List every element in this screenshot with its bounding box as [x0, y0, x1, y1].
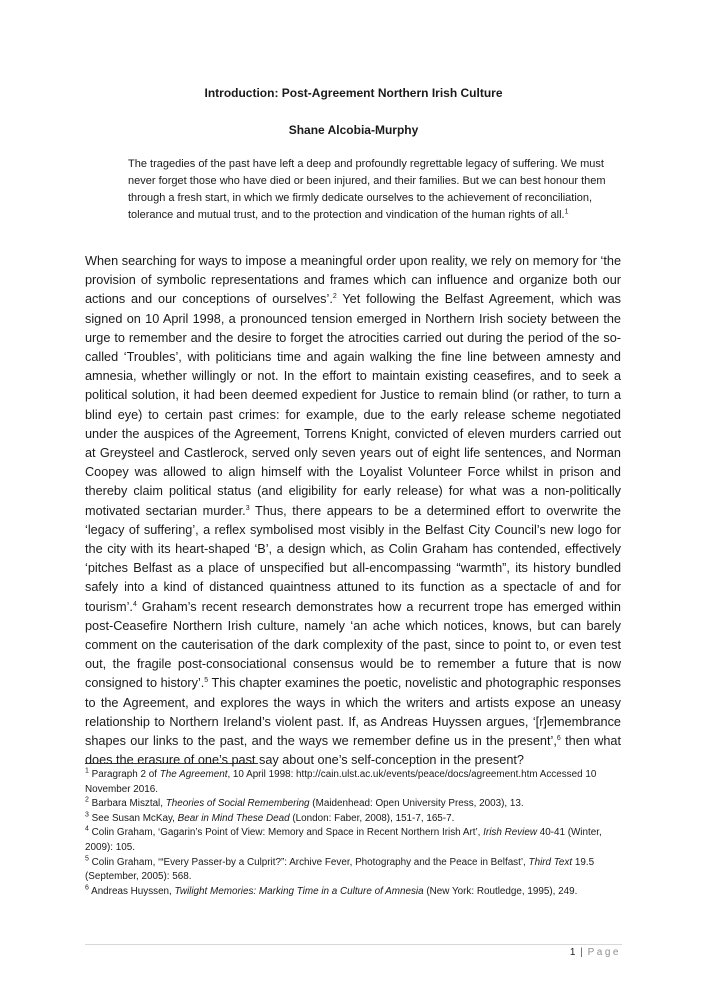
footnote-ref: 3: [245, 504, 250, 512]
body-text: [85, 252, 621, 770]
footnote-number: 5: [85, 855, 89, 863]
footnote-number: 6: [85, 884, 89, 892]
footnote-ref: 1: [564, 208, 569, 216]
body-sentence: This chapter examines the poetic, novelistic and photographic responses to the Agreement, and explores the ways in which the writers and artists expose an uneasy relationship to Northern Ireland’s violent past. If, as Andreas Huyssen argues, ‘[r]emembrance shapes our links to the past, and the ways we remember define us in the present’,: [85, 676, 622, 749]
footnote: [85, 826, 630, 855]
author-name: Shane Alcobia-Murphy: [288, 123, 419, 137]
footnote-text: See Susan McKay,: [88, 812, 178, 824]
footnote: [85, 797, 630, 812]
footnote-title: Bear in Mind These Dead: [177, 812, 290, 824]
footnote-ref: 4: [132, 600, 137, 608]
footnote-title: The Agreement: [159, 769, 228, 780]
footnote: [85, 856, 630, 885]
body-sentence: Graham’s recent research demonstrates how a recurrent trope has emerged within post-Ceasefire Northern Irish culture, namely ‘an ache which notices, knows, but can barely comment on the cauterisation of the dark complexity of the past, since to point to, or even test out, the fragile post-consociational consensus would be to remember a future that is now consigned to history’.: [85, 599, 621, 691]
footnote-text: Colin Graham, ‘“Every Passer-by a Culprit?”: Archive Fever, Photography and the Peace in Belfast’,: [88, 856, 529, 868]
footnote-text: 40-41 (Winter, 2009): 105.: [85, 827, 602, 853]
body-sentence: Yet following the Belfast Agreement, which was signed on 10 April 1998, a pronounced tension emerged in Northern Irish society between the urge to remember and the desire to forget the atrocities carried out during the period of the so-called ‘Troubles’, with politicians time and again walking the fine line between amnesty and amnesia, whether willingly or not. In the effort to maintain existing ceasefires, and to seek a political solution, it had been deemed expedient for Justice to remain blind (or rather, to turn a blind eye) to certain past crimes: for example, due to the early release scheme negotiated under the auspices of the Agreement, Torrens Knight, convicted of eleven murders carried out at Greysteel and Castlerock, served only seven years out of eight life sentences, and Norman Coopey was allowed to align himself with the Loyalist Volunteer Force whilst in prison and thereby claim political status (and eligibility for early release) for what was a non-politically motivated sectarian murder.: [85, 292, 621, 518]
footnotes: [85, 768, 630, 899]
footnote: [85, 885, 630, 900]
footnote-title: Irish Review: [483, 827, 537, 839]
footnote-ref: 2: [332, 293, 337, 301]
body-sentence: then what does the erasure of one’s past say about one’s self-conception in the present?: [85, 734, 621, 768]
footnote-text: (London: Faber, 2008), 151-7, 165-7.: [289, 812, 455, 824]
epigraph-text: The tragedies of the past have left a deep and profoundly regrettable legacy of suffering. We must never forget those who have died or been injured, and their families. But we can best honour them through a fresh start, in which we firmly dedicate ourselves to the achievement of reconciliation, tolerance and mutual trust, and to the protection and vindication of the human rights of all.: [128, 158, 606, 221]
footnote-title: Theories of Social Remembering: [165, 798, 310, 810]
footnote-ref: 6: [556, 734, 561, 742]
body-sentence: Thus, there appears to be a determined effort to overwrite the ‘legacy of suffering’, a reflex symbolised most visibly in the Belfast City Council’s new logo for the city with its heart-shaped ‘B’, a design which, as Colin Graham has contended, effectively ‘pitches Belfast as a place of unspecified but all-encompassing “warmth”, its history bundled safely into a kind of distanced quaintness attuned to its function as a spectacle of and for tourism’.: [85, 503, 621, 614]
footnote-title: Twilight Memories: Marking Time in a Culture of Amnesia: [174, 885, 424, 897]
epigraph: [128, 156, 614, 224]
footnote-number: 3: [85, 811, 89, 819]
footnote-text: (New York: Routledge, 1995), 249.: [423, 885, 578, 897]
footnote-title: Third Text: [528, 856, 573, 868]
footnote-text: , 10 April 1998: http://cain.ulst.ac.uk/events/peace/docs/agreement.htm Accessed 10 November 2016.: [85, 769, 597, 795]
footnote-number: 4: [85, 826, 89, 834]
page-separator: |: [577, 947, 586, 958]
footnote-number: 1: [85, 767, 89, 775]
footnote: [85, 812, 630, 827]
footnote: [85, 768, 630, 797]
footnote-ref: 5: [204, 677, 209, 685]
footnote-text: (Maidenhead: Open University Press, 2003), 13.: [309, 798, 524, 810]
page-number: [570, 947, 621, 958]
footnote-number: 2: [85, 796, 89, 804]
footer-divider: [85, 944, 622, 945]
body-sentence: When searching for ways to impose a meaningful order upon reality, we rely on memory for ‘the provision of symbolic representations and frames which can influence and organize both our actions and our conceptions of ourselves’.: [85, 254, 621, 307]
page-label: Page: [587, 947, 621, 958]
body-paragraph: [85, 252, 621, 770]
page-number-value: 1: [569, 947, 576, 958]
chapter-title: Introduction: Post-Agreement Northern Irish Culture: [204, 86, 503, 100]
footnote-text: Colin Graham, ‘Gagarin’s Point of View: Memory and Space in Recent Northern Irish Art’,: [88, 827, 484, 839]
footnote-text: 19.5 (September, 2005): 568.: [85, 856, 595, 883]
footnote-text: Paragraph 2 of: [88, 769, 160, 780]
footnote-divider: [85, 763, 258, 764]
footnote-text: Barbara Misztal,: [88, 798, 166, 810]
footnote-text: Andreas Huyssen,: [88, 885, 175, 897]
